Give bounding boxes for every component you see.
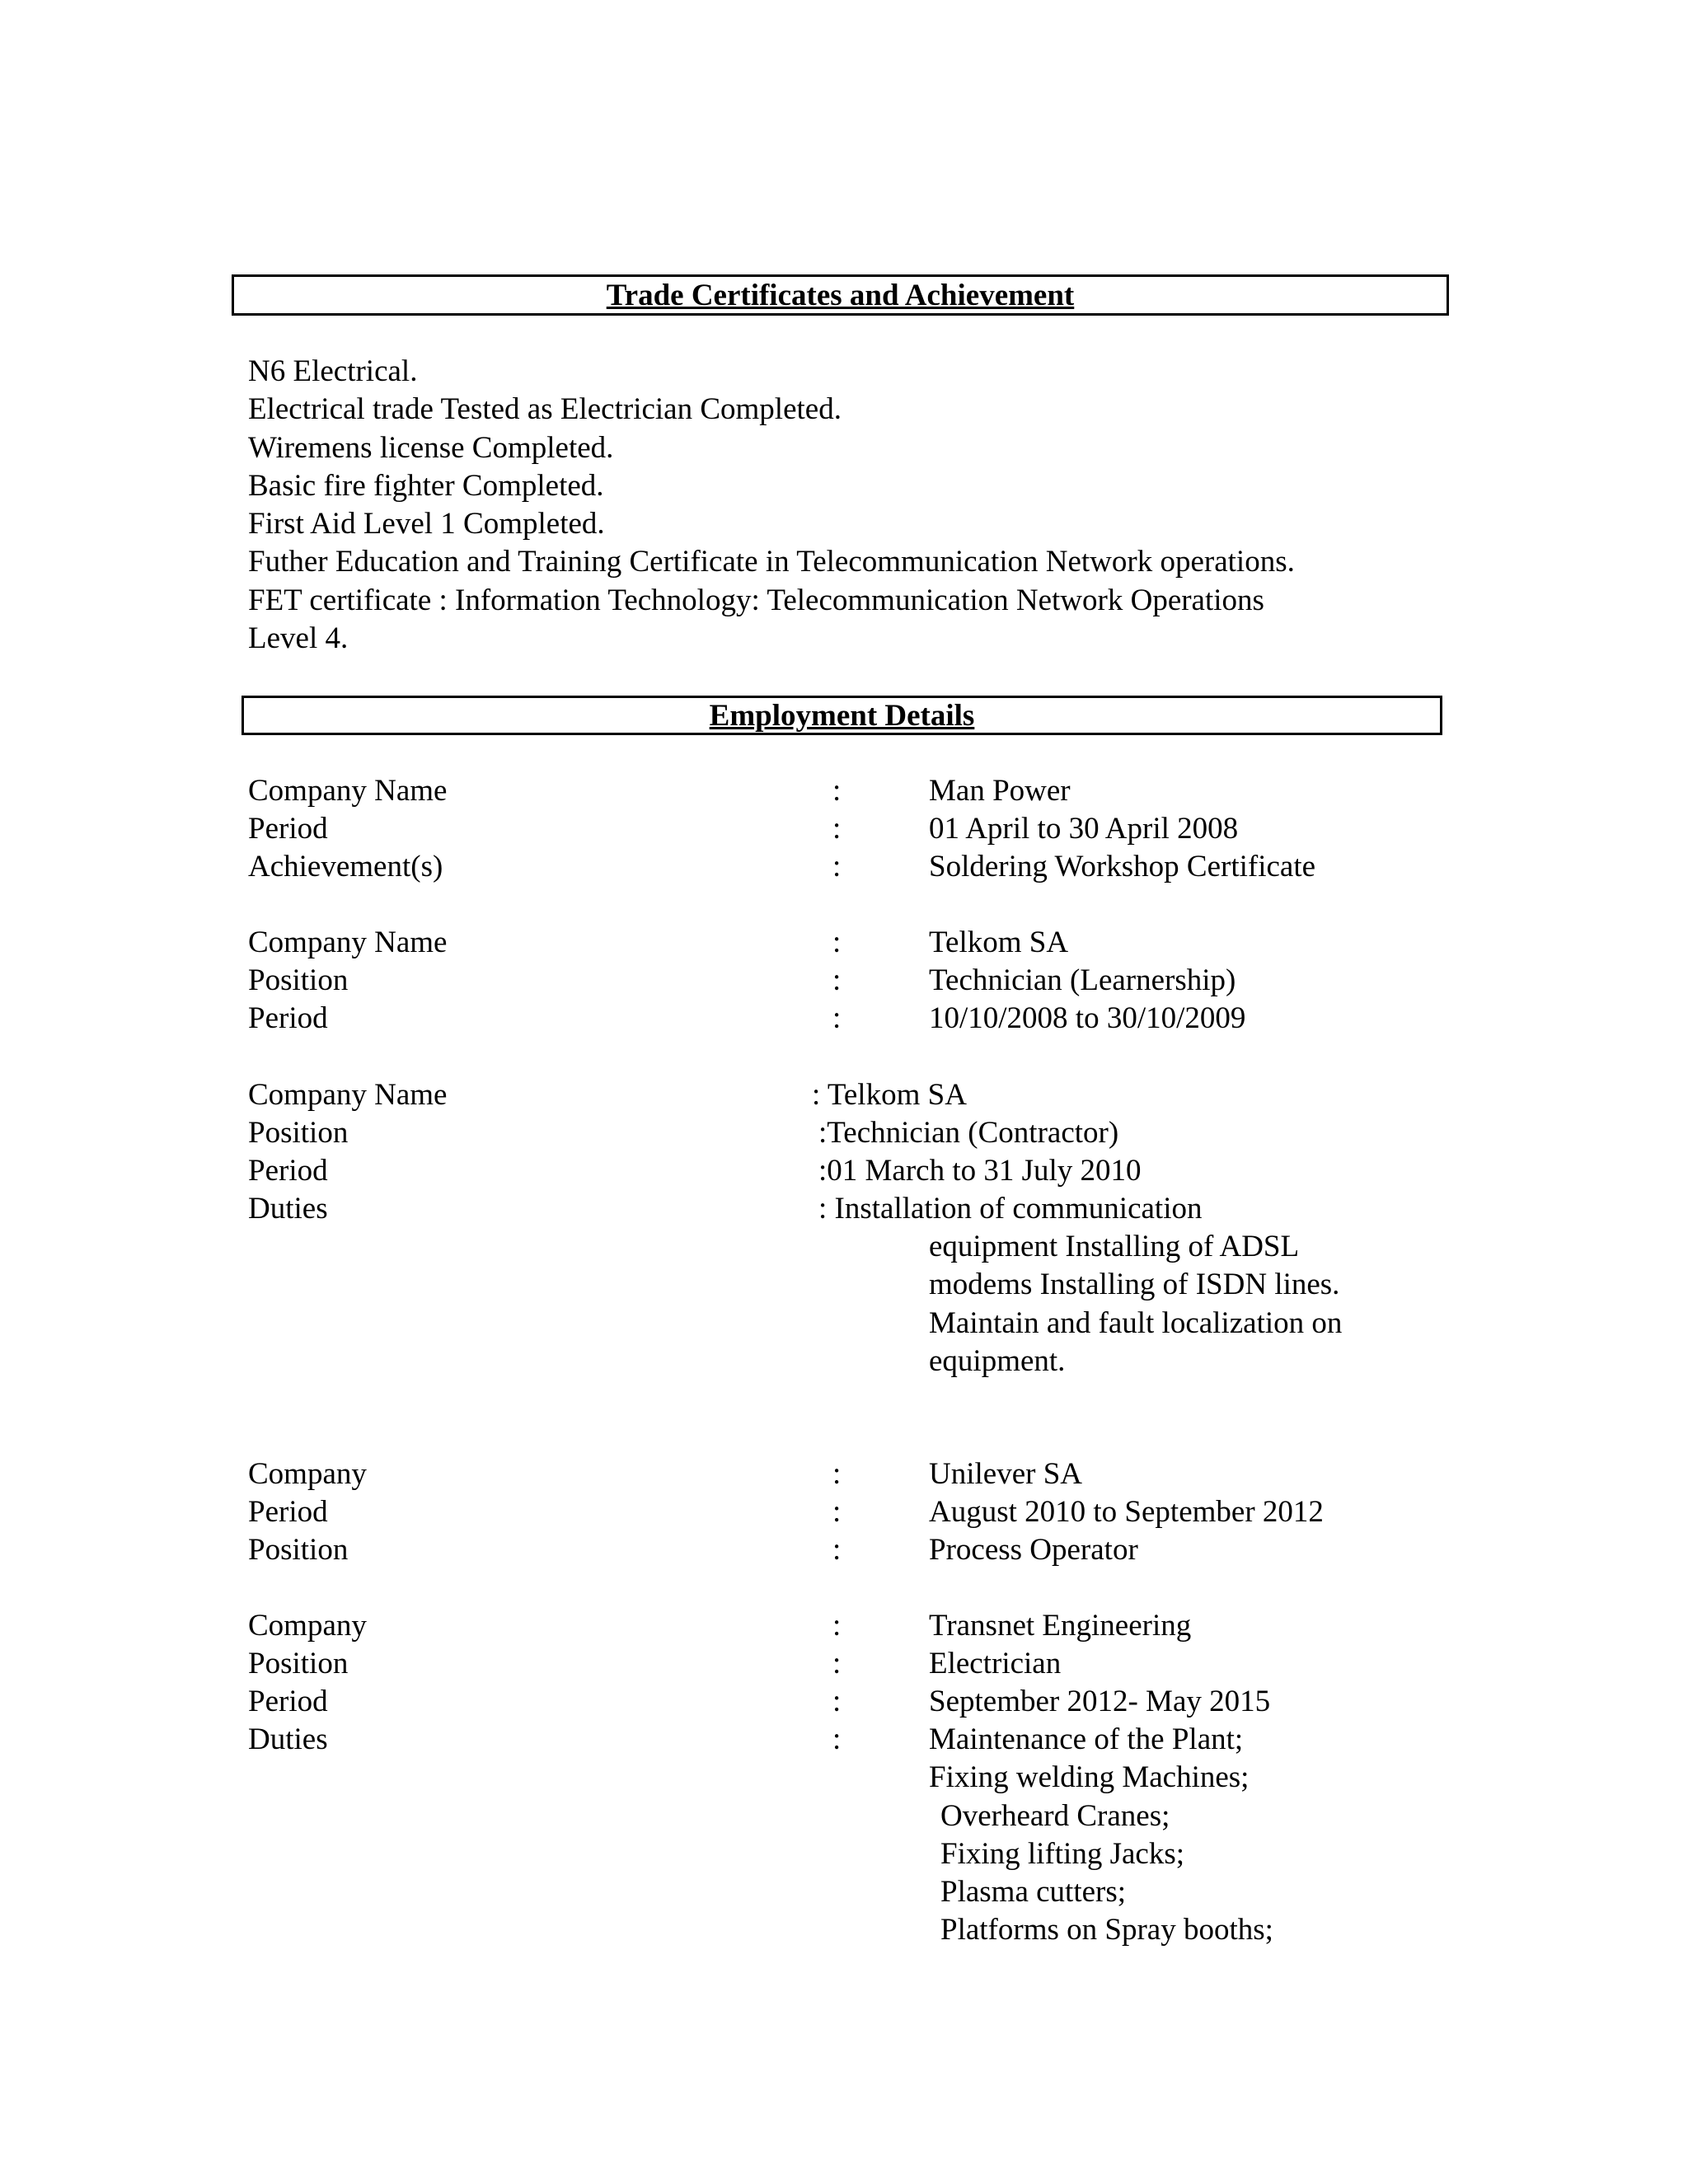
job2-company-label: Company Name: [248, 926, 448, 959]
job3-duties-list: [929, 1228, 1342, 1380]
job5-company-value: Transnet Engineering: [929, 1609, 1192, 1643]
job5-period-label: Period: [248, 1685, 328, 1718]
job3-duties-label: Duties: [248, 1192, 328, 1226]
certificates-title: Trade Certificates and Achievement: [606, 278, 1075, 312]
certificate-item: FET certificate : Information Technology: Telecommunication Network Operations: [248, 583, 1264, 617]
job4-position-value: Process Operator: [929, 1533, 1138, 1567]
job5-duties-list: [929, 1721, 1273, 1950]
job5-period-value: September 2012- May 2015: [929, 1685, 1271, 1718]
job1-company-label: Company Name: [248, 774, 448, 808]
job5-period-separator: :: [832, 1685, 842, 1718]
job2-company-separator: :: [832, 926, 842, 959]
job3-position-value: :Technician (Contractor): [818, 1116, 1119, 1150]
certificates-header-box: [232, 274, 1449, 316]
job4-company-separator: :: [832, 1457, 842, 1491]
job5-duty-line: Fixing lifting Jacks;: [940, 1836, 1184, 1871]
job3-period-label: Period: [248, 1154, 328, 1188]
certificate-item: N6 Electrical.: [248, 354, 418, 388]
job2-period-value: 10/10/2008 to 30/10/2009: [929, 1001, 1246, 1035]
job1-period-label: Period: [248, 812, 328, 846]
job4-position-separator: :: [832, 1533, 842, 1567]
job4-period-value: August 2010 to September 2012: [929, 1495, 1324, 1529]
job5-duties-separator: :: [832, 1722, 842, 1756]
job2-company-value: Telkom SA: [929, 926, 1069, 959]
job5-duties-label: Duties: [248, 1722, 328, 1756]
job1-achievement-label: Achievement(s): [248, 850, 443, 883]
certificate-item: Level 4.: [248, 621, 349, 656]
certificate-item: First Aid Level 1 Completed.: [248, 507, 605, 541]
job5-duty-line: Fixing welding Machines;: [929, 1760, 1250, 1795]
job2-period-separator: :: [832, 1001, 842, 1035]
job3-duty-line: equipment.: [929, 1343, 1066, 1378]
job2-period-label: Period: [248, 1001, 328, 1035]
job5-position-label: Position: [248, 1647, 349, 1680]
job1-company-separator: :: [832, 774, 842, 808]
job5-duty-line: Overheard Cranes;: [940, 1798, 1170, 1833]
certificate-item: Electrical trade Tested as Electrician Completed.: [248, 392, 842, 427]
job4-period-separator: :: [832, 1495, 842, 1529]
job3-duty-line: equipment Installing of ADSL: [929, 1230, 1300, 1263]
job5-duty-line: Plasma cutters;: [940, 1875, 1127, 1910]
job5-position-separator: :: [832, 1647, 842, 1680]
job3-period-value: :01 March to 31 July 2010: [818, 1154, 1142, 1188]
job3-company-label: Company Name: [248, 1078, 448, 1112]
job4-position-label: Position: [248, 1533, 349, 1567]
employment-header-box: [241, 696, 1442, 735]
job5-company-label: Company: [248, 1609, 367, 1643]
certificate-item: Wiremens license Completed.: [248, 430, 614, 465]
job2-position-separator: :: [832, 963, 842, 997]
job3-position-label: Position: [248, 1116, 349, 1150]
job1-achievement-separator: :: [832, 850, 842, 883]
job2-position-value: Technician (Learnership): [929, 963, 1236, 997]
job5-company-separator: :: [832, 1609, 842, 1643]
job1-period-value: 01 April to 30 April 2008: [929, 812, 1239, 846]
job4-company-label: Company: [248, 1457, 367, 1491]
job5-position-value: Electrician: [929, 1647, 1062, 1680]
certificate-item: Basic fire fighter Completed.: [248, 468, 604, 503]
job1-achievement-value: Soldering Workshop Certificate: [929, 850, 1316, 883]
job3-duty-line: modems Installing of ISDN lines.: [929, 1268, 1340, 1302]
job4-company-value: Unilever SA: [929, 1457, 1082, 1491]
job3-duties-first-line: : Installation of communication: [818, 1192, 1203, 1226]
certificate-item: Futher Education and Training Certificate in Telecommunication Network operations.: [248, 545, 1295, 579]
job5-duty-line: Maintenance of the Plant;: [929, 1722, 1244, 1756]
job4-period-label: Period: [248, 1495, 328, 1529]
job1-company-value: Man Power: [929, 774, 1071, 808]
job2-position-label: Position: [248, 963, 349, 997]
certificates-list: [248, 353, 1295, 658]
job3-company-value: : Telkom SA: [812, 1078, 967, 1112]
employment-title: Employment Details: [709, 698, 975, 733]
job3-duty-line: Maintain and fault localization on: [929, 1305, 1343, 1340]
job5-duty-line: Platforms on Spray booths;: [940, 1913, 1273, 1947]
job1-period-separator: :: [832, 812, 842, 846]
